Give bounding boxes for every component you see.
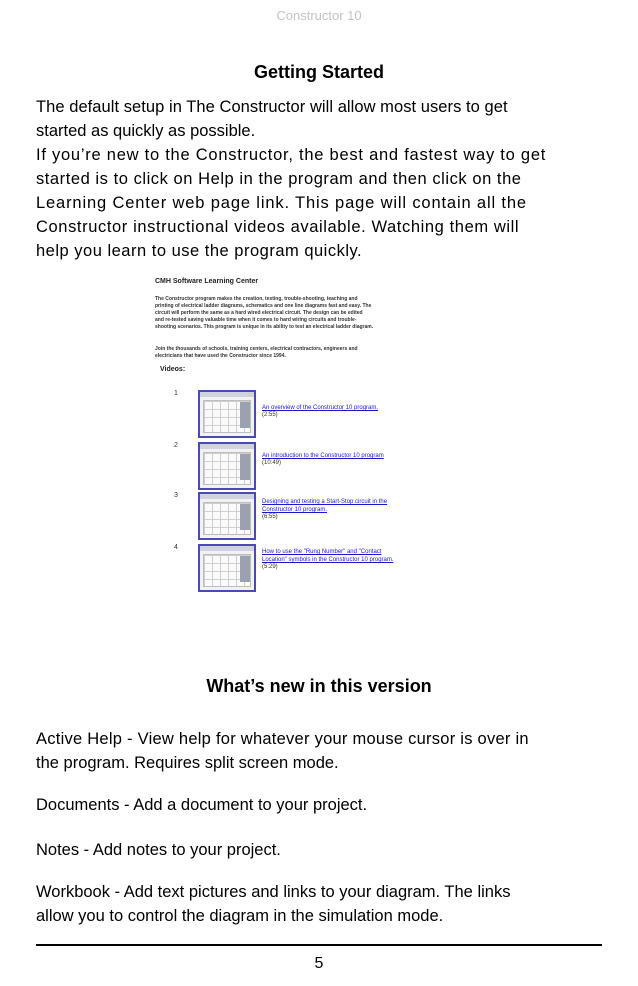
learning-center-screenshot [140, 266, 500, 646]
getting-started-heading: Getting Started [253, 62, 384, 82]
paragraph-line: The default setup in The Constructor will allow most users to get [36, 98, 508, 116]
video-item [170, 442, 470, 498]
learning-center-title: CMH Software Learning Center [155, 278, 259, 285]
videos-label: Videos: [160, 366, 186, 373]
workbook-paragraph [36, 880, 608, 928]
video-duration: (5:29) [262, 564, 278, 570]
whats-new-heading: What’s new in this version [206, 676, 432, 696]
join-line: electricians that have used the Constructor since 1994. [155, 353, 286, 359]
footer-divider [36, 944, 602, 946]
video-thumbnail[interactable] [198, 390, 256, 438]
paragraph-line: started is to click on Help in the program and then click on the [36, 170, 522, 188]
paragraph-line: help you learn to use the program quickly. [36, 242, 363, 260]
intro-line: shooting scenarios. This program is unique in its ability to test an electrical ladder diagram. [155, 324, 374, 330]
video-duration: (10:49) [262, 460, 282, 466]
video-link[interactable]: An overview of the Constructor 10 program. [262, 405, 379, 411]
video-number: 3 [174, 492, 178, 499]
video-number: 2 [174, 442, 178, 449]
getting-started-paragraph [36, 95, 608, 263]
paragraph-line: Notes - Add notes to your project. [36, 841, 281, 859]
video-link[interactable]: An introduction to the Constructor 10 program [262, 453, 384, 459]
video-duration: (2:55) [262, 412, 278, 418]
paragraph-line: Constructor instructional videos available. Watching them will [36, 218, 520, 236]
paragraph-line: Active Help - View help for whatever your mouse cursor is over in [36, 730, 529, 748]
video-link[interactable]: How to use the "Rung Number" and "Contact Location" symbols in the Constructor 10 program. [262, 549, 394, 563]
video-duration: (6:55) [262, 514, 278, 520]
learning-center-join [155, 346, 451, 360]
paragraph-line: Workbook - Add text pictures and links to your diagram. The links [36, 883, 511, 901]
paragraph-line: the program. Requires split screen mode. [36, 754, 339, 772]
page-number: 5 [314, 955, 324, 972]
video-link[interactable]: Designing and testing a Start-Stop circuit in the Constructor 10 program. [262, 499, 388, 513]
intro-line: circuit will perform the same as a hard wired electrical circuit. The design can be edited [155, 310, 363, 316]
paragraph-line: If you’re new to the Constructor, the best and fastest way to get [36, 146, 547, 164]
video-item [170, 390, 470, 446]
intro-line: printing of electrical ladder diagrams, schematics and one line diagrams fast and easy. The [155, 303, 372, 309]
video-thumbnail[interactable] [198, 442, 256, 490]
notes-paragraph [36, 838, 608, 862]
paragraph-line: Documents - Add a document to your project. [36, 796, 368, 814]
video-thumbnail[interactable] [198, 544, 256, 592]
join-line: Join the thousands of schools, training centers, electrical contractors, engineers and [155, 346, 358, 352]
video-thumbnail[interactable] [198, 492, 256, 540]
active-help-paragraph [36, 727, 608, 775]
video-item [170, 544, 470, 600]
paragraph-line: Learning Center web page link. This page will contain all the [36, 194, 527, 212]
paragraph-line: allow you to control the diagram in the simulation mode. [36, 907, 444, 925]
running-header: Constructor 10 [276, 8, 362, 23]
documents-paragraph [36, 793, 608, 817]
intro-line: and re-tested saving valuable time when it comes to hard wiring circuits and trouble- [155, 317, 357, 323]
learning-center-intro [155, 296, 451, 331]
paragraph-line: started as quickly as possible. [36, 122, 256, 140]
video-number: 1 [174, 390, 178, 397]
video-item [170, 492, 470, 548]
video-number: 4 [174, 544, 178, 551]
intro-line: The Constructor program makes the creation, testing, trouble-shooting, teaching and [155, 296, 358, 302]
